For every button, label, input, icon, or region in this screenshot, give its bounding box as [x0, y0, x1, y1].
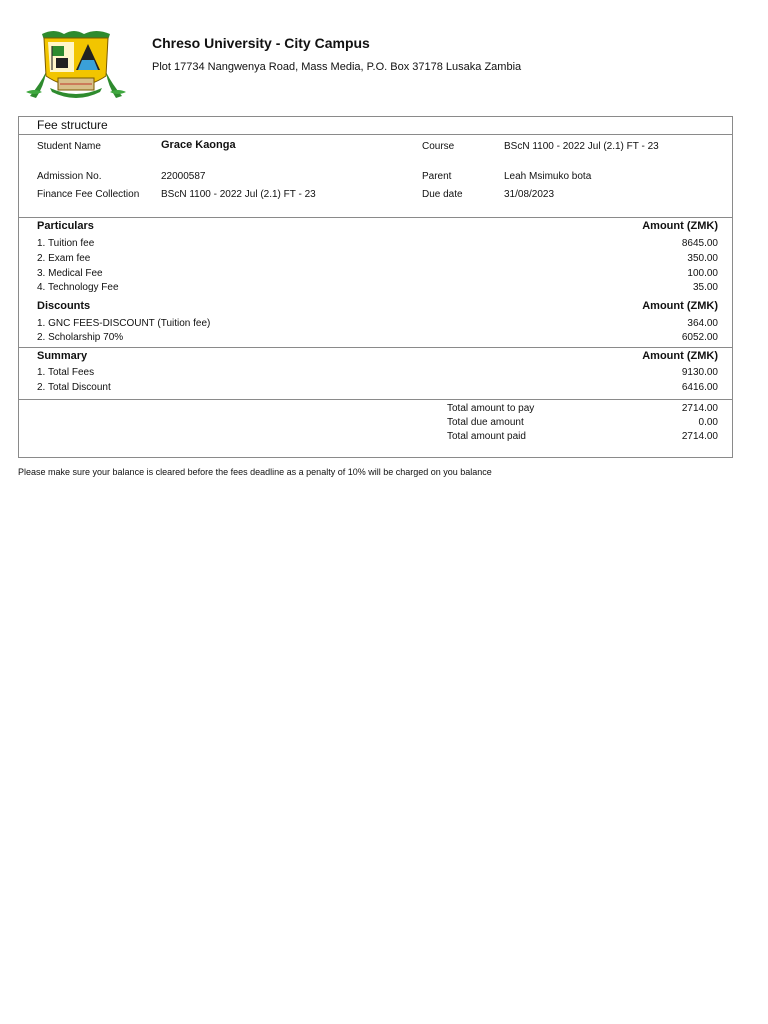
divider: [19, 347, 732, 348]
parent-label: Parent: [422, 171, 452, 182]
finance-fee-collection-label: Finance Fee Collection: [37, 189, 140, 200]
summary-item-label: 1. Total Fees: [37, 367, 95, 378]
divider: [19, 217, 732, 218]
finance-fee-collection-value: BScN 1100 - 2022 Jul (2.1) FT - 23: [161, 189, 316, 200]
discount-item-label: 1. GNC FEES-DISCOUNT (Tuition fee): [37, 318, 211, 329]
fee-structure-panel: [18, 116, 733, 458]
discount-item-label: 2. Scholarship 70%: [37, 332, 124, 343]
student-name-label: Student Name: [37, 141, 101, 152]
particular-item-label: 1. Tuition fee: [37, 238, 95, 249]
course-value: BScN 1100 - 2022 Jul (2.1) FT - 23: [504, 141, 659, 152]
particular-item-label: 4. Technology Fee: [37, 282, 119, 293]
due-date-label: Due date: [422, 189, 463, 200]
discount-item-amount: 6052.00: [681, 332, 718, 343]
total-to-pay-amount: 2714.00: [681, 403, 718, 414]
particular-item-amount: 100.00: [687, 268, 718, 279]
particular-item-amount: 8645.00: [681, 238, 718, 249]
total-to-pay-label: Total amount to pay: [447, 403, 535, 414]
particular-item-amount: 350.00: [687, 253, 718, 264]
admission-label: Admission No.: [37, 171, 102, 182]
footer-penalty-note: Please make sure your balance is cleared before the fees deadline as a penalty of 10% will be charged on you balance: [18, 467, 492, 477]
divider: [19, 399, 732, 400]
course-label: Course: [422, 141, 455, 152]
discount-item-amount: 364.00: [687, 318, 718, 329]
student-name-value: Grace Kaonga: [161, 139, 236, 151]
section-title: Fee structure: [37, 118, 108, 132]
parent-value: Leah Msimuko bota: [504, 171, 592, 182]
particulars-amount-heading: Amount (ZMK): [642, 220, 718, 232]
divider: [19, 134, 732, 135]
summary-item-label: 2. Total Discount: [37, 382, 111, 393]
university-crest-logo: [24, 26, 128, 102]
total-due-label: Total due amount: [447, 417, 524, 428]
due-date-value: 31/08/2023: [504, 189, 555, 200]
summary-item-amount: 9130.00: [681, 367, 718, 378]
admission-value: 22000587: [161, 171, 206, 182]
summary-item-amount: 6416.00: [681, 382, 718, 393]
particulars-heading: Particulars: [37, 220, 94, 232]
summary-amount-heading: Amount (ZMK): [642, 350, 718, 362]
discounts-heading: Discounts: [37, 300, 91, 312]
summary-heading: Summary: [37, 350, 88, 362]
total-paid-label: Total amount paid: [447, 431, 526, 442]
particular-item-label: 2. Exam fee: [37, 253, 91, 264]
total-paid-amount: 2714.00: [681, 431, 718, 442]
university-address: Plot 17734 Nangwenya Road, Mass Media, P.O. Box 37178 Lusaka Zambia: [152, 61, 522, 73]
particular-item-amount: 35.00: [692, 282, 718, 293]
university-name: Chreso University - City Campus: [152, 35, 370, 51]
discounts-amount-heading: Amount (ZMK): [642, 300, 718, 312]
total-due-amount: 0.00: [698, 417, 718, 428]
particular-item-label: 3. Medical Fee: [37, 268, 103, 279]
